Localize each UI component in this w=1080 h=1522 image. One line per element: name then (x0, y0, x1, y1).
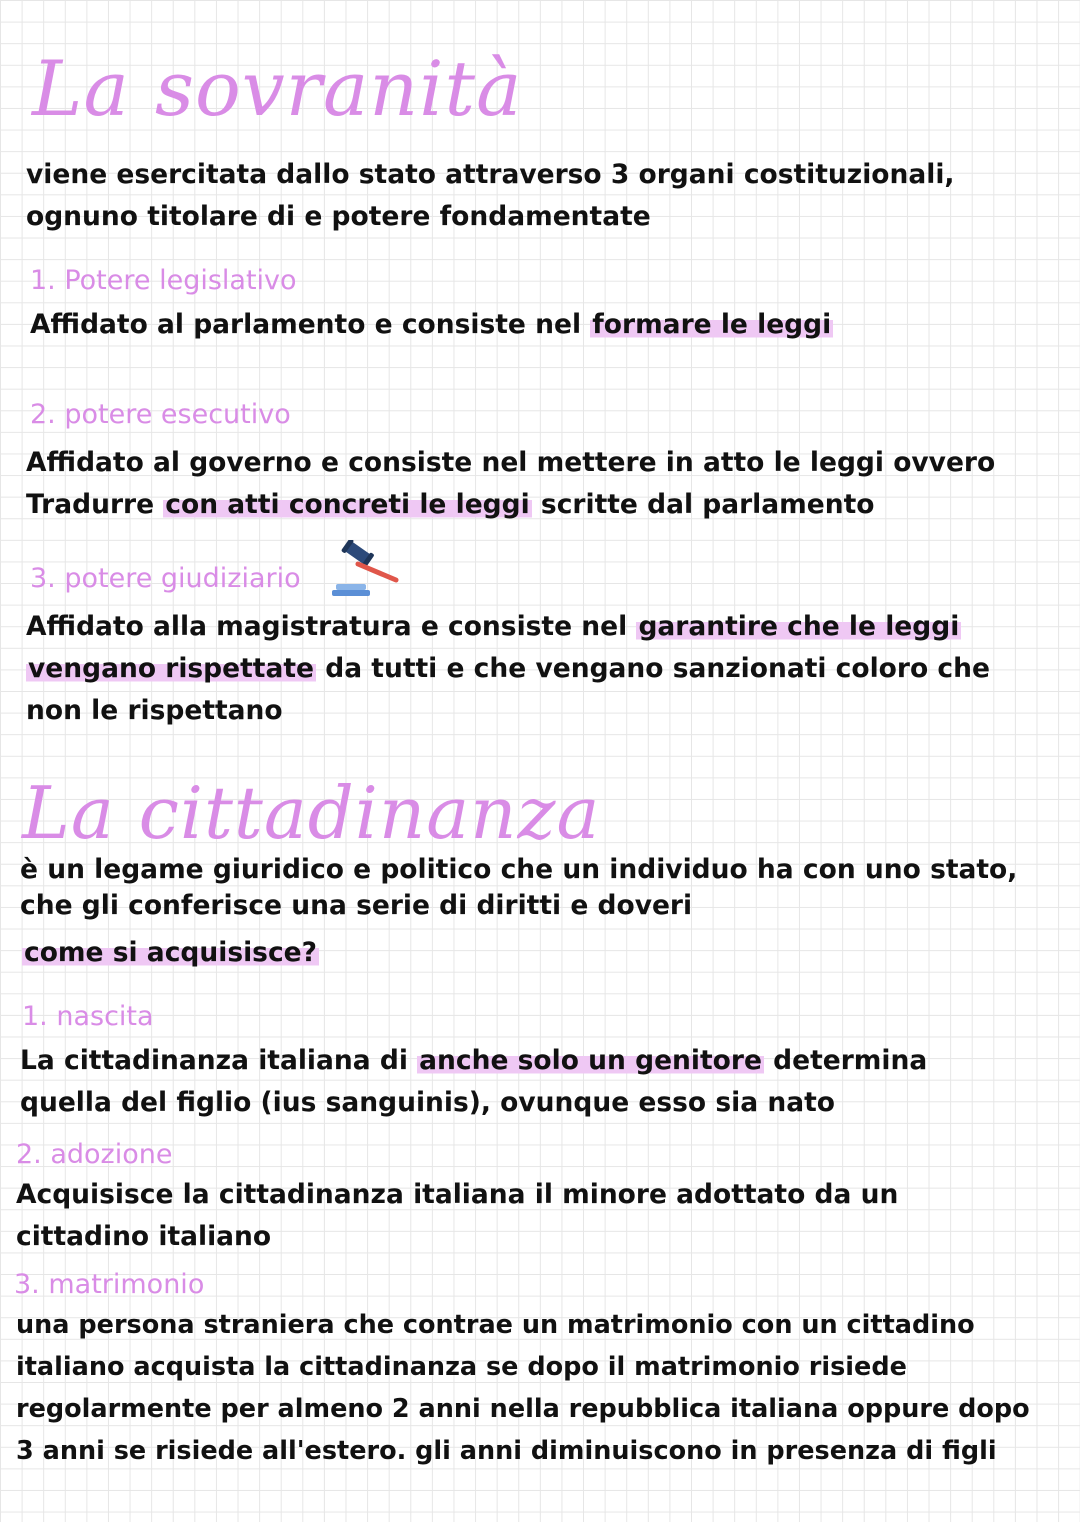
text-segment: Tradurre (26, 489, 164, 520)
legislativo-text (30, 304, 833, 346)
text-line: una persona straniera che contrae un matrimonio con un cittadino (16, 1310, 975, 1340)
section-title-sovranita: La sovranità (32, 44, 523, 133)
text-segment: determina (763, 1045, 928, 1076)
text-line (26, 648, 990, 690)
highlighted-text: formare le leggi (592, 309, 832, 340)
highlighted-text: come si acquisisce? (24, 937, 318, 968)
heading-potere-giudiziario: 3. potere giudiziario (30, 563, 301, 594)
text-segment: La cittadinanza italiana di (20, 1045, 418, 1076)
text-line: Acquisisce la cittadinanza italiana il minore adottato da un (16, 1179, 899, 1210)
heading-adozione: 2. adozione (16, 1139, 173, 1170)
matrimonio-text (16, 1304, 1030, 1472)
text-line: italiano acquista la cittadinanza se dopo il matrimonio risiede (16, 1352, 907, 1382)
intro-line: ognuno titolare di e potere fondamentate (26, 201, 651, 232)
heading-matrimonio: 3. matrimonio (14, 1269, 205, 1300)
highlighted-text: vengano rispettate (28, 653, 314, 684)
text-line (26, 606, 990, 648)
text-line: Affidato al governo e consiste nel mettere in atto le leggi ovvero (26, 447, 996, 478)
gavel-icon (332, 540, 402, 600)
highlighted-text: con atti concreti le leggi (165, 489, 530, 520)
text-line: quella del figlio (ius sanguinis), ovunque esso sia nato (20, 1087, 835, 1118)
heading-potere-legislativo: 1. Potere legislativo (30, 265, 297, 296)
question-text (22, 932, 319, 974)
text-line (26, 484, 995, 526)
intro-line: che gli conferisce una serie di diritti e doveri (20, 890, 693, 921)
giudiziario-text (26, 606, 990, 732)
intro-line: è un legame giuridico e politico che un individuo ha con uno stato, (20, 854, 1018, 885)
heading-nascita: 1. nascita (22, 1001, 154, 1032)
text-segment: da tutti e che vengano sanzionati coloro che (316, 653, 990, 684)
nascita-text (20, 1040, 927, 1124)
text-segment: Affidato alla magistratura e consiste nel (26, 611, 637, 642)
intro-line: viene esercitata dallo stato attraverso 3 organi costituzionali, (26, 159, 955, 190)
highlighted-text: anche solo un genitore (419, 1045, 762, 1076)
text-line: 3 anni se risiede all'estero. gli anni diminuiscono in presenza di figli (16, 1436, 997, 1466)
sovranita-intro (26, 154, 955, 238)
esecutivo-text (26, 442, 995, 526)
text-segment: Affidato al parlamento e consiste nel (30, 309, 591, 340)
section-title-cittadinanza: La cittadinanza (22, 771, 601, 855)
text-line (20, 1040, 927, 1082)
highlighted-text: garantire che le leggi (638, 611, 960, 642)
adozione-text (16, 1174, 898, 1258)
text-segment: scritte dal parlamento (531, 489, 875, 520)
text-line: non le rispettano (26, 695, 283, 726)
heading-potere-esecutivo: 2. potere esecutivo (30, 399, 291, 430)
text-line: cittadino italiano (16, 1221, 272, 1252)
cittadinanza-intro (20, 852, 1017, 924)
text-line: regolarmente per almeno 2 anni nella repubblica italiana oppure dopo (16, 1394, 1030, 1424)
